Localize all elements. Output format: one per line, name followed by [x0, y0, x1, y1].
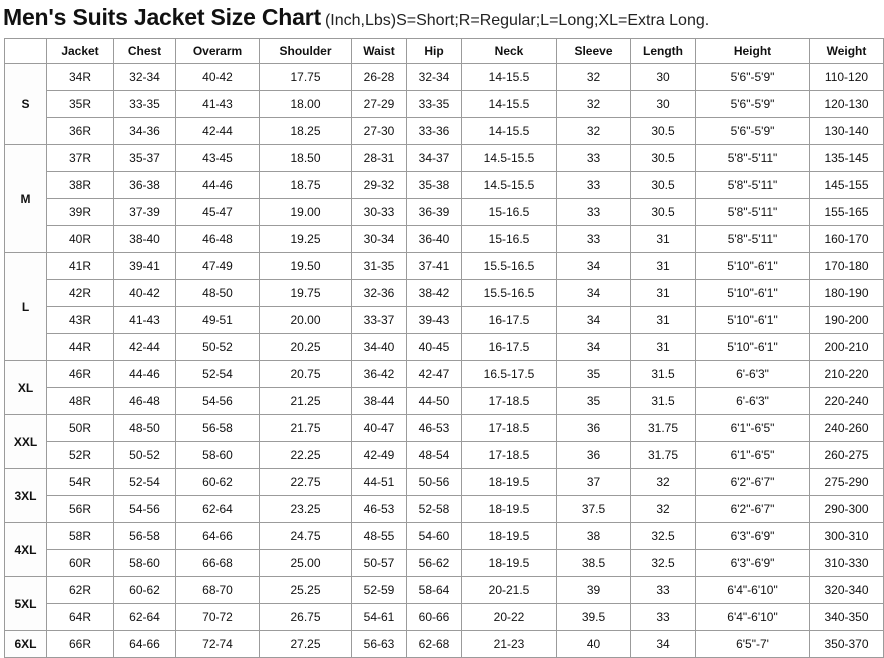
cell-weight: 320-340: [810, 577, 884, 604]
table-row: [5, 64, 884, 91]
cell-neck: 14.5-15.5: [462, 145, 557, 172]
cell-neck: 17-18.5: [462, 388, 557, 415]
cell-waist: 56-63: [352, 631, 407, 658]
cell-waist: 30-33: [352, 199, 407, 226]
cell-hip: 38-42: [407, 280, 462, 307]
table-body: [5, 64, 884, 658]
cell-overarm: 72-74: [176, 631, 260, 658]
cell-waist: 38-44: [352, 388, 407, 415]
cell-waist: 27-30: [352, 118, 407, 145]
cell-overarm: 42-44: [176, 118, 260, 145]
cell-neck: 15-16.5: [462, 199, 557, 226]
cell-overarm: 58-60: [176, 442, 260, 469]
column-header-waist: Waist: [352, 39, 407, 64]
cell-length: 31.5: [631, 388, 696, 415]
cell-waist: 28-31: [352, 145, 407, 172]
cell-neck: 18-19.5: [462, 550, 557, 577]
table-row: [5, 91, 884, 118]
size-group-label: S: [5, 64, 47, 145]
cell-overarm: 46-48: [176, 226, 260, 253]
cell-height: 6'5"-7': [696, 631, 810, 658]
cell-neck: 14-15.5: [462, 64, 557, 91]
cell-chest: 37-39: [114, 199, 176, 226]
cell-shoulder: 25.25: [260, 577, 352, 604]
cell-jacket: 44R: [47, 334, 114, 361]
cell-neck: 16-17.5: [462, 307, 557, 334]
table-row: [5, 172, 884, 199]
cell-chest: 38-40: [114, 226, 176, 253]
cell-height: 6'2"-6'7": [696, 469, 810, 496]
table-row: [5, 145, 884, 172]
cell-jacket: 46R: [47, 361, 114, 388]
cell-length: 32.5: [631, 550, 696, 577]
cell-waist: 46-53: [352, 496, 407, 523]
table-row: [5, 118, 884, 145]
title-subtitle: (Inch,Lbs)S=Short;R=Regular;L=Long;XL=Extra Long.: [324, 12, 710, 29]
cell-jacket: 35R: [47, 91, 114, 118]
cell-chest: 42-44: [114, 334, 176, 361]
cell-hip: 46-53: [407, 415, 462, 442]
cell-shoulder: 18.75: [260, 172, 352, 199]
title-main: Men's Suits Jacket Size Chart: [3, 4, 321, 30]
cell-weight: 110-120: [810, 64, 884, 91]
cell-sleeve: 33: [557, 226, 631, 253]
table-row: [5, 550, 884, 577]
cell-jacket: 43R: [47, 307, 114, 334]
page-title: [3, 2, 709, 36]
cell-height: 6'3"-6'9": [696, 523, 810, 550]
table-row: [5, 442, 884, 469]
cell-length: 32.5: [631, 523, 696, 550]
cell-jacket: 42R: [47, 280, 114, 307]
cell-waist: 29-32: [352, 172, 407, 199]
cell-jacket: 60R: [47, 550, 114, 577]
cell-hip: 54-60: [407, 523, 462, 550]
column-header-size: [5, 39, 47, 64]
table-row: [5, 280, 884, 307]
cell-weight: 300-310: [810, 523, 884, 550]
cell-length: 30.5: [631, 199, 696, 226]
column-header-neck: Neck: [462, 39, 557, 64]
cell-length: 31: [631, 253, 696, 280]
cell-jacket: 34R: [47, 64, 114, 91]
cell-shoulder: 21.75: [260, 415, 352, 442]
cell-sleeve: 32: [557, 91, 631, 118]
cell-neck: 15.5-16.5: [462, 280, 557, 307]
cell-waist: 31-35: [352, 253, 407, 280]
cell-waist: 44-51: [352, 469, 407, 496]
cell-height: 5'10"-6'1": [696, 253, 810, 280]
cell-height: 5'8"-5'11": [696, 226, 810, 253]
cell-chest: 36-38: [114, 172, 176, 199]
cell-chest: 48-50: [114, 415, 176, 442]
cell-jacket: 41R: [47, 253, 114, 280]
cell-jacket: 64R: [47, 604, 114, 631]
cell-length: 33: [631, 577, 696, 604]
cell-sleeve: 33: [557, 199, 631, 226]
cell-height: 6'3"-6'9": [696, 550, 810, 577]
cell-hip: 34-37: [407, 145, 462, 172]
cell-shoulder: 27.25: [260, 631, 352, 658]
cell-shoulder: 18.00: [260, 91, 352, 118]
cell-length: 30: [631, 64, 696, 91]
column-header-sleeve: Sleeve: [557, 39, 631, 64]
cell-sleeve: 37: [557, 469, 631, 496]
cell-jacket: 50R: [47, 415, 114, 442]
cell-chest: 56-58: [114, 523, 176, 550]
cell-overarm: 70-72: [176, 604, 260, 631]
cell-weight: 180-190: [810, 280, 884, 307]
cell-overarm: 68-70: [176, 577, 260, 604]
cell-chest: 32-34: [114, 64, 176, 91]
cell-hip: 33-35: [407, 91, 462, 118]
cell-waist: 48-55: [352, 523, 407, 550]
cell-weight: 155-165: [810, 199, 884, 226]
cell-jacket: 54R: [47, 469, 114, 496]
cell-waist: 26-28: [352, 64, 407, 91]
table-row: [5, 604, 884, 631]
column-header-hip: Hip: [407, 39, 462, 64]
cell-jacket: 52R: [47, 442, 114, 469]
cell-weight: 135-145: [810, 145, 884, 172]
cell-weight: 290-300: [810, 496, 884, 523]
cell-overarm: 40-42: [176, 64, 260, 91]
cell-neck: 17-18.5: [462, 442, 557, 469]
cell-overarm: 45-47: [176, 199, 260, 226]
cell-sleeve: 40: [557, 631, 631, 658]
cell-sleeve: 33: [557, 172, 631, 199]
cell-hip: 58-64: [407, 577, 462, 604]
cell-length: 30: [631, 91, 696, 118]
cell-weight: 170-180: [810, 253, 884, 280]
cell-hip: 39-43: [407, 307, 462, 334]
cell-neck: 14-15.5: [462, 118, 557, 145]
cell-waist: 42-49: [352, 442, 407, 469]
table-row: [5, 415, 884, 442]
cell-overarm: 41-43: [176, 91, 260, 118]
cell-sleeve: 39: [557, 577, 631, 604]
cell-length: 31.5: [631, 361, 696, 388]
cell-height: 6'1"-6'5": [696, 415, 810, 442]
cell-length: 34: [631, 631, 696, 658]
cell-weight: 310-330: [810, 550, 884, 577]
cell-height: 6'4"-6'10": [696, 577, 810, 604]
cell-chest: 35-37: [114, 145, 176, 172]
cell-height: 5'6"-5'9": [696, 64, 810, 91]
cell-sleeve: 34: [557, 253, 631, 280]
cell-jacket: 37R: [47, 145, 114, 172]
cell-sleeve: 39.5: [557, 604, 631, 631]
cell-height: 5'10"-6'1": [696, 334, 810, 361]
cell-waist: 36-42: [352, 361, 407, 388]
cell-waist: 33-37: [352, 307, 407, 334]
cell-weight: 130-140: [810, 118, 884, 145]
cell-neck: 15.5-16.5: [462, 253, 557, 280]
cell-hip: 44-50: [407, 388, 462, 415]
table-row: [5, 253, 884, 280]
cell-weight: 350-370: [810, 631, 884, 658]
cell-overarm: 66-68: [176, 550, 260, 577]
cell-hip: 35-38: [407, 172, 462, 199]
cell-chest: 34-36: [114, 118, 176, 145]
cell-chest: 64-66: [114, 631, 176, 658]
cell-sleeve: 34: [557, 307, 631, 334]
cell-chest: 40-42: [114, 280, 176, 307]
cell-hip: 36-40: [407, 226, 462, 253]
cell-height: 5'8"-5'11": [696, 145, 810, 172]
cell-waist: 54-61: [352, 604, 407, 631]
cell-jacket: 39R: [47, 199, 114, 226]
cell-weight: 220-240: [810, 388, 884, 415]
cell-chest: 50-52: [114, 442, 176, 469]
cell-chest: 44-46: [114, 361, 176, 388]
cell-neck: 16-17.5: [462, 334, 557, 361]
cell-overarm: 56-58: [176, 415, 260, 442]
cell-chest: 58-60: [114, 550, 176, 577]
cell-weight: 190-200: [810, 307, 884, 334]
cell-length: 33: [631, 604, 696, 631]
table-row: [5, 307, 884, 334]
column-header-length: Length: [631, 39, 696, 64]
cell-sleeve: 34: [557, 280, 631, 307]
cell-neck: 18-19.5: [462, 496, 557, 523]
cell-height: 5'6"-5'9": [696, 118, 810, 145]
table-row: [5, 226, 884, 253]
cell-overarm: 44-46: [176, 172, 260, 199]
size-group-label: 3XL: [5, 469, 47, 523]
cell-length: 31: [631, 307, 696, 334]
cell-length: 31.75: [631, 415, 696, 442]
cell-overarm: 50-52: [176, 334, 260, 361]
cell-shoulder: 18.25: [260, 118, 352, 145]
column-header-jacket: Jacket: [47, 39, 114, 64]
cell-weight: 240-260: [810, 415, 884, 442]
cell-shoulder: 24.75: [260, 523, 352, 550]
cell-sleeve: 35: [557, 388, 631, 415]
cell-chest: 60-62: [114, 577, 176, 604]
cell-shoulder: 22.25: [260, 442, 352, 469]
cell-waist: 30-34: [352, 226, 407, 253]
cell-overarm: 62-64: [176, 496, 260, 523]
column-header-weight: Weight: [810, 39, 884, 64]
cell-height: 6'1"-6'5": [696, 442, 810, 469]
cell-neck: 21-23: [462, 631, 557, 658]
cell-hip: 40-45: [407, 334, 462, 361]
cell-shoulder: 23.25: [260, 496, 352, 523]
table-row: [5, 361, 884, 388]
header-row: [5, 39, 884, 64]
cell-height: 5'6"-5'9": [696, 91, 810, 118]
cell-length: 30.5: [631, 172, 696, 199]
cell-length: 31.75: [631, 442, 696, 469]
cell-weight: 120-130: [810, 91, 884, 118]
table-row: [5, 334, 884, 361]
cell-height: 5'8"-5'11": [696, 199, 810, 226]
cell-neck: 15-16.5: [462, 226, 557, 253]
cell-sleeve: 33: [557, 145, 631, 172]
cell-height: 6'2"-6'7": [696, 496, 810, 523]
cell-length: 30.5: [631, 145, 696, 172]
cell-weight: 340-350: [810, 604, 884, 631]
cell-sleeve: 38: [557, 523, 631, 550]
cell-length: 30.5: [631, 118, 696, 145]
cell-overarm: 49-51: [176, 307, 260, 334]
cell-jacket: 40R: [47, 226, 114, 253]
cell-sleeve: 35: [557, 361, 631, 388]
cell-hip: 37-41: [407, 253, 462, 280]
size-group-label: L: [5, 253, 47, 361]
cell-weight: 210-220: [810, 361, 884, 388]
cell-hip: 32-34: [407, 64, 462, 91]
cell-waist: 50-57: [352, 550, 407, 577]
cell-waist: 27-29: [352, 91, 407, 118]
cell-height: 6'-6'3": [696, 388, 810, 415]
cell-waist: 34-40: [352, 334, 407, 361]
cell-sleeve: 32: [557, 118, 631, 145]
cell-overarm: 48-50: [176, 280, 260, 307]
cell-hip: 60-66: [407, 604, 462, 631]
cell-sleeve: 34: [557, 334, 631, 361]
cell-jacket: 48R: [47, 388, 114, 415]
cell-waist: 40-47: [352, 415, 407, 442]
cell-chest: 41-43: [114, 307, 176, 334]
cell-overarm: 43-45: [176, 145, 260, 172]
size-group-label: 4XL: [5, 523, 47, 577]
cell-jacket: 58R: [47, 523, 114, 550]
cell-length: 31: [631, 334, 696, 361]
cell-jacket: 62R: [47, 577, 114, 604]
cell-hip: 56-62: [407, 550, 462, 577]
size-group-label: XL: [5, 361, 47, 415]
cell-jacket: 38R: [47, 172, 114, 199]
cell-sleeve: 32: [557, 64, 631, 91]
cell-height: 6'4"-6'10": [696, 604, 810, 631]
cell-waist: 32-36: [352, 280, 407, 307]
cell-weight: 160-170: [810, 226, 884, 253]
cell-jacket: 56R: [47, 496, 114, 523]
column-header-height: Height: [696, 39, 810, 64]
table-row: [5, 496, 884, 523]
size-group-label: XXL: [5, 415, 47, 469]
cell-length: 31: [631, 280, 696, 307]
cell-jacket: 36R: [47, 118, 114, 145]
cell-neck: 18-19.5: [462, 469, 557, 496]
cell-shoulder: 26.75: [260, 604, 352, 631]
cell-overarm: 54-56: [176, 388, 260, 415]
cell-hip: 50-56: [407, 469, 462, 496]
table-header: [5, 39, 884, 64]
cell-shoulder: 20.75: [260, 361, 352, 388]
table-row: [5, 469, 884, 496]
cell-length: 32: [631, 496, 696, 523]
cell-sleeve: 36: [557, 442, 631, 469]
table-row: [5, 388, 884, 415]
cell-shoulder: 17.75: [260, 64, 352, 91]
column-header-shoulder: Shoulder: [260, 39, 352, 64]
cell-neck: 20-22: [462, 604, 557, 631]
cell-chest: 52-54: [114, 469, 176, 496]
cell-shoulder: 25.00: [260, 550, 352, 577]
cell-hip: 52-58: [407, 496, 462, 523]
cell-shoulder: 20.00: [260, 307, 352, 334]
cell-chest: 62-64: [114, 604, 176, 631]
table-row: [5, 199, 884, 226]
cell-jacket: 66R: [47, 631, 114, 658]
cell-height: 5'8"-5'11": [696, 172, 810, 199]
cell-overarm: 47-49: [176, 253, 260, 280]
cell-neck: 14.5-15.5: [462, 172, 557, 199]
cell-sleeve: 36: [557, 415, 631, 442]
cell-neck: 18-19.5: [462, 523, 557, 550]
cell-length: 31: [631, 226, 696, 253]
cell-height: 6'-6'3": [696, 361, 810, 388]
cell-hip: 62-68: [407, 631, 462, 658]
cell-hip: 33-36: [407, 118, 462, 145]
cell-waist: 52-59: [352, 577, 407, 604]
cell-shoulder: 19.75: [260, 280, 352, 307]
cell-overarm: 64-66: [176, 523, 260, 550]
cell-neck: 16.5-17.5: [462, 361, 557, 388]
table-row: [5, 577, 884, 604]
cell-weight: 145-155: [810, 172, 884, 199]
table-row: [5, 631, 884, 658]
cell-sleeve: 38.5: [557, 550, 631, 577]
cell-hip: 48-54: [407, 442, 462, 469]
cell-chest: 39-41: [114, 253, 176, 280]
cell-weight: 260-275: [810, 442, 884, 469]
cell-shoulder: 19.00: [260, 199, 352, 226]
cell-height: 5'10"-6'1": [696, 280, 810, 307]
column-header-overarm: Overarm: [176, 39, 260, 64]
cell-chest: 46-48: [114, 388, 176, 415]
cell-overarm: 52-54: [176, 361, 260, 388]
cell-sleeve: 37.5: [557, 496, 631, 523]
cell-chest: 54-56: [114, 496, 176, 523]
cell-shoulder: 22.75: [260, 469, 352, 496]
cell-shoulder: 19.25: [260, 226, 352, 253]
size-group-label: 5XL: [5, 577, 47, 631]
cell-shoulder: 20.25: [260, 334, 352, 361]
cell-height: 5'10"-6'1": [696, 307, 810, 334]
cell-shoulder: 19.50: [260, 253, 352, 280]
cell-shoulder: 18.50: [260, 145, 352, 172]
cell-neck: 17-18.5: [462, 415, 557, 442]
cell-overarm: 60-62: [176, 469, 260, 496]
cell-length: 32: [631, 469, 696, 496]
cell-hip: 36-39: [407, 199, 462, 226]
cell-hip: 42-47: [407, 361, 462, 388]
cell-weight: 200-210: [810, 334, 884, 361]
cell-shoulder: 21.25: [260, 388, 352, 415]
size-group-label: M: [5, 145, 47, 253]
column-header-chest: Chest: [114, 39, 176, 64]
size-group-label: 6XL: [5, 631, 47, 658]
cell-neck: 20-21.5: [462, 577, 557, 604]
cell-neck: 14-15.5: [462, 91, 557, 118]
cell-chest: 33-35: [114, 91, 176, 118]
cell-weight: 275-290: [810, 469, 884, 496]
table-row: [5, 523, 884, 550]
size-chart-table: [4, 38, 884, 658]
